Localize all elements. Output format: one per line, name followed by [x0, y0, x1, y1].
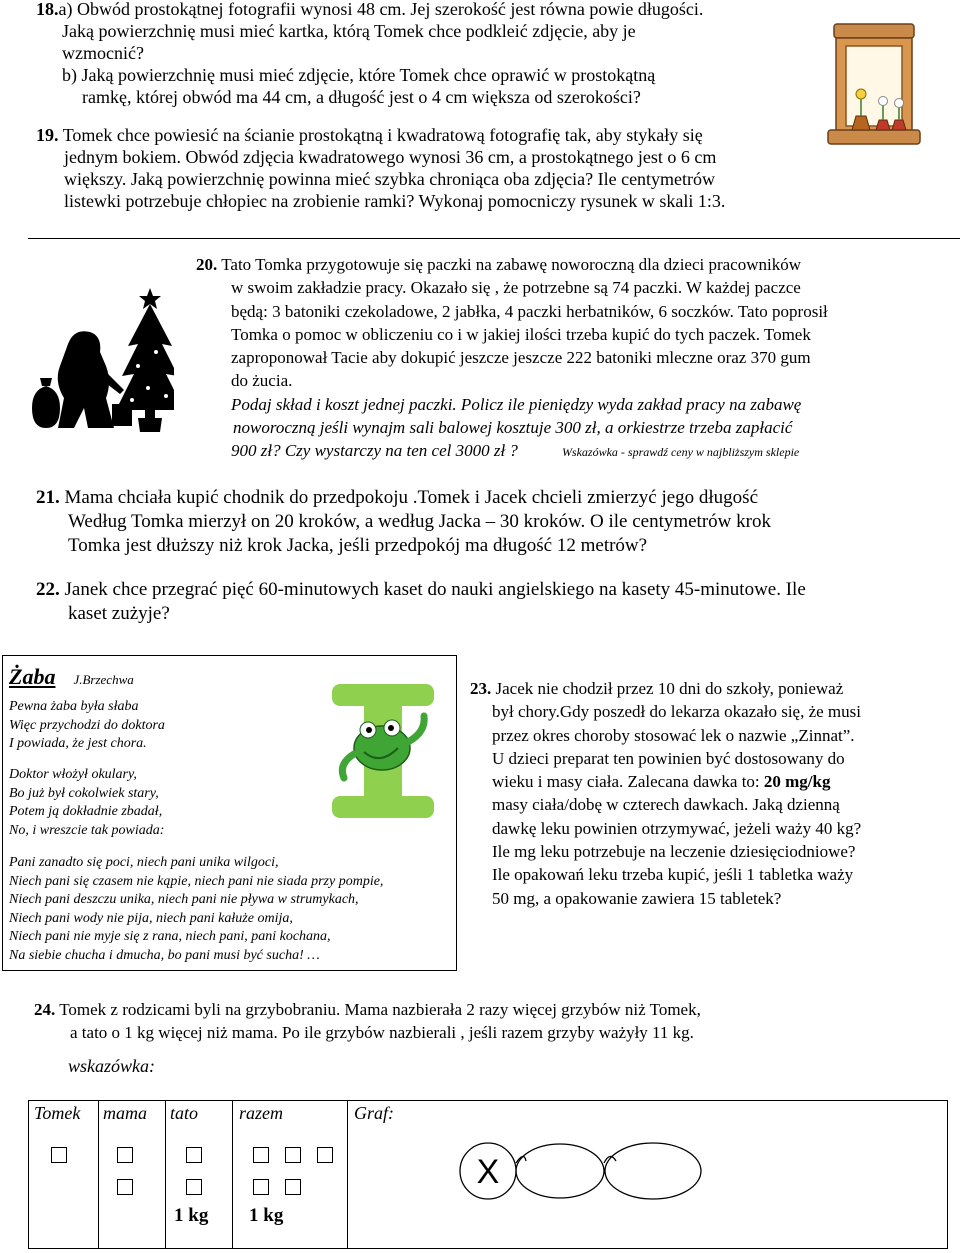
poem-line: Niech pani wody nie pija, niech pani kałuże omija,	[9, 910, 293, 926]
grzyby-table	[28, 1100, 948, 1249]
santa-christmas-tree-illustration	[28, 286, 174, 436]
col-header: razem	[239, 1103, 283, 1123]
checkbox-square	[253, 1147, 269, 1163]
poem-line: Na siebie chucha i dmucha, bo pani musi być sucha! …	[9, 947, 320, 963]
window-flowers-illustration	[826, 22, 922, 150]
poem-line: Pani zanadto się poci, niech pani unika wilgoci,	[9, 855, 279, 870]
frog-letter-i-illustration	[328, 682, 438, 820]
task-number: 21.	[36, 487, 60, 508]
task-21-line: Według Tomka mierzył on 20 kroków, a według Jacka – 30 kroków. O ile centymetrów krok	[68, 511, 771, 532]
task-21	[36, 486, 936, 558]
poem-line: Niech pani deszczu unika, niech pani nie pływa w strumykach,	[9, 892, 359, 908]
task-20-question: Podaj skład i koszt jednej paczki. Policz ile pieniędzy wyda zakład pracy na zabawę	[231, 394, 802, 414]
task-number: 18.	[36, 0, 59, 19]
task-19	[36, 124, 826, 212]
section-divider	[28, 238, 960, 239]
task-23-line: wieku i masy ciała. Zalecana dawka to:	[492, 772, 764, 792]
task-22-line: kaset zużyje?	[68, 603, 170, 624]
poem-line: Doktor włożył okulary,	[9, 767, 137, 782]
poem-line: Pewna żaba była słaba	[9, 699, 139, 714]
poem-stanza-3	[9, 854, 383, 966]
weight-label: 1 kg	[174, 1205, 209, 1226]
checkbox-square	[51, 1147, 67, 1163]
task-22-line: Janek chce przegrać pięć 60-minutowych kaset do nauki angielskiego na kasety 45-minutowe. Ile	[64, 579, 806, 600]
col-header: Graf:	[354, 1103, 394, 1123]
col-header: Tomek	[34, 1103, 81, 1123]
task-24-line: a tato o 1 kg więcej niż mama. Po ile grzybów nazbierali , jeśli razem grzyby ważyły 11 kg.	[70, 1023, 694, 1043]
poem-line: Niech pani nie myje się z rana, niech pani, pani kochana,	[9, 929, 331, 945]
task-18	[36, 0, 936, 108]
poem-author: J.Brzechwa	[73, 672, 134, 687]
checkbox-square	[186, 1179, 202, 1195]
col-razem	[233, 1101, 348, 1249]
task-23-line: Jacek nie chodził przez 10 dni do szkoły, ponieważ	[495, 679, 844, 698]
dose-value: 20 mg/kg	[763, 772, 831, 792]
task-22	[36, 578, 946, 626]
task-24	[34, 998, 934, 1045]
col-mama	[99, 1101, 166, 1249]
poem-line: No, i wreszcie tak powiada:	[9, 822, 165, 838]
task-23-line: U dzieci preparat ten powinien być dostosowany do	[492, 748, 845, 768]
graph-diagram	[348, 1101, 958, 1249]
task-23-line: Ile opakowań leku trzeba kupić, jeśli 1 tabletka waży	[492, 865, 854, 885]
task-18a-line: a) Obwód prostokątnej fotografii wynosi 48 cm. Jej szerokość jest równa powie długości.	[58, 0, 704, 19]
poem-line: Niech pani się czasem nie kąpie, niech pani nie siada przy pompie,	[9, 873, 384, 889]
task-24-hint: wskazówka:	[68, 1056, 155, 1076]
poem-line: Więc przychodzi do doktora	[9, 717, 165, 733]
task-23-line: masy ciała/dobę w czterech dawkach. Jaką dzienną	[492, 795, 840, 815]
checkbox-square	[117, 1147, 133, 1163]
task-19-line: jednym bokiem. Obwód zdjęcia kwadratowego wynosi 36 cm, a prostokątnego jest o 6 cm	[64, 147, 717, 167]
checkbox-square	[117, 1179, 133, 1195]
poem-title: Żaba	[9, 664, 56, 689]
task-23-line: 50 mg, a opakowanie zawiera 15 tabletek?	[492, 888, 782, 908]
task-23	[470, 677, 940, 910]
poem-stanza-1	[9, 698, 165, 754]
task-21-line: Mama chciała kupić chodnik do przedpokoju .Tomek i Jacek chcieli zmierzyć jego długość	[64, 487, 759, 508]
checkbox-square	[186, 1147, 202, 1163]
col-header: mama	[103, 1103, 147, 1123]
task-23-line: dawkę leku powinien otrzymywać, jeżeli waży 40 kg?	[492, 818, 862, 838]
task-number: 22.	[36, 579, 60, 600]
task-20-hint: Wskazówka - sprawdź ceny w najbliższym sklepie	[561, 445, 800, 460]
checkbox-square	[317, 1147, 333, 1163]
task-18a-line: wzmocnić?	[62, 43, 144, 63]
poem-line: Potem ją dokładnie zbadał,	[9, 804, 163, 820]
task-18b-line: b) Jaką powierzchnię musi mieć zdjęcie, które Tomek chce oprawić w prostokątną	[62, 65, 656, 85]
col-tomek	[29, 1101, 99, 1249]
task-23-line: był chory.Gdy poszedł do lekarza okazało się, że musi	[492, 702, 861, 722]
task-20-line: do żucia.	[231, 371, 293, 391]
task-23-line: przez okres choroby stosować lek o nazwie „Zinnat”.	[492, 725, 855, 745]
task-18b-line: ramkę, której obwód ma 44 cm, a długość jest o 4 cm większa od szerokości?	[82, 87, 641, 107]
task-20-line: w swoim zakładzie pracy. Okazało się , że potrzebne są 74 paczki. W każdej paczce	[231, 278, 801, 298]
task-19-line: listewki potrzebuje chłopiec na zrobienie ramki? Wykonaj pomocniczy rysunek w skali 1:3.	[64, 191, 726, 211]
task-20-question: 900 zł? Czy wystarczy na ten cel 3000 zł ?	[231, 441, 518, 461]
task-20-line: Tomka o pomoc w obliczeniu co i w jakiej ilości trzeba kupić do tych paczek. Tomek	[231, 324, 811, 344]
task-20	[196, 253, 941, 465]
poem-line: Bo już był cokolwiek stary,	[9, 785, 159, 801]
graph-connector	[516, 1156, 526, 1163]
graph-node	[605, 1143, 701, 1199]
col-header: tato	[170, 1103, 199, 1123]
task-20-line: będą: 3 batoniki czekoladowe, 2 jabłka, 4 paczki herbatników, 6 soczków. Tato poprosił	[231, 301, 828, 321]
task-19-line: Tomek chce powiesić na ścianie prostokątną i kwadratową fotografię tak, aby stykały się	[62, 125, 703, 145]
task-number: 23.	[470, 679, 492, 698]
weight-label: 1 kg	[249, 1205, 284, 1226]
task-number: 24.	[34, 1000, 56, 1019]
task-20-line: Tato Tomka przygotowuje się paczki na zabawę noworoczną dla dzieci pracowników	[221, 255, 802, 274]
checkbox-square	[285, 1179, 301, 1195]
graph-node	[516, 1144, 604, 1198]
task-number: 19.	[36, 125, 59, 145]
task-number: 20.	[196, 255, 218, 274]
checkbox-square	[253, 1179, 269, 1195]
task-20-question: noworoczną jeśli wynajm sali balowej kosztuje 300 zł, a orkiestrze trzeba zapłacić	[233, 418, 793, 438]
task-24-line: Tomek z rodzicami byli na grzybobraniu. Mama nazbierała 2 razy więcej grzybów niż Tomek,	[59, 1000, 701, 1019]
task-23-line: Ile mg leku potrzebuje na leczenie dziesięciodniowe?	[492, 842, 856, 862]
col-graf	[348, 1101, 948, 1249]
checkbox-square	[285, 1147, 301, 1163]
task-21-line: Tomka jest dłuższy niż krok Jacka, jeśli przedpokój ma długość 12 metrów?	[68, 535, 648, 556]
task-18a-line: Jaką powierzchnię musi mieć kartka, którą Tomek chce podkleić zdjęcie, aby je	[62, 21, 636, 41]
poem-stanza-2	[9, 766, 164, 840]
task-19-line: większy. Jaką powierzchnię powinna mieć szybka chroniąca oba zdjęcia? Ile centymetrów	[64, 169, 716, 189]
col-tato	[166, 1101, 233, 1249]
poem-line: I powiada, że jest chora.	[9, 736, 147, 752]
graph-x-label: X	[476, 1153, 500, 1191]
task-20-line: zaproponował Tacie aby dokupić jeszcze jeszcze 222 batoniki mleczne oraz 370 gum	[231, 348, 811, 368]
